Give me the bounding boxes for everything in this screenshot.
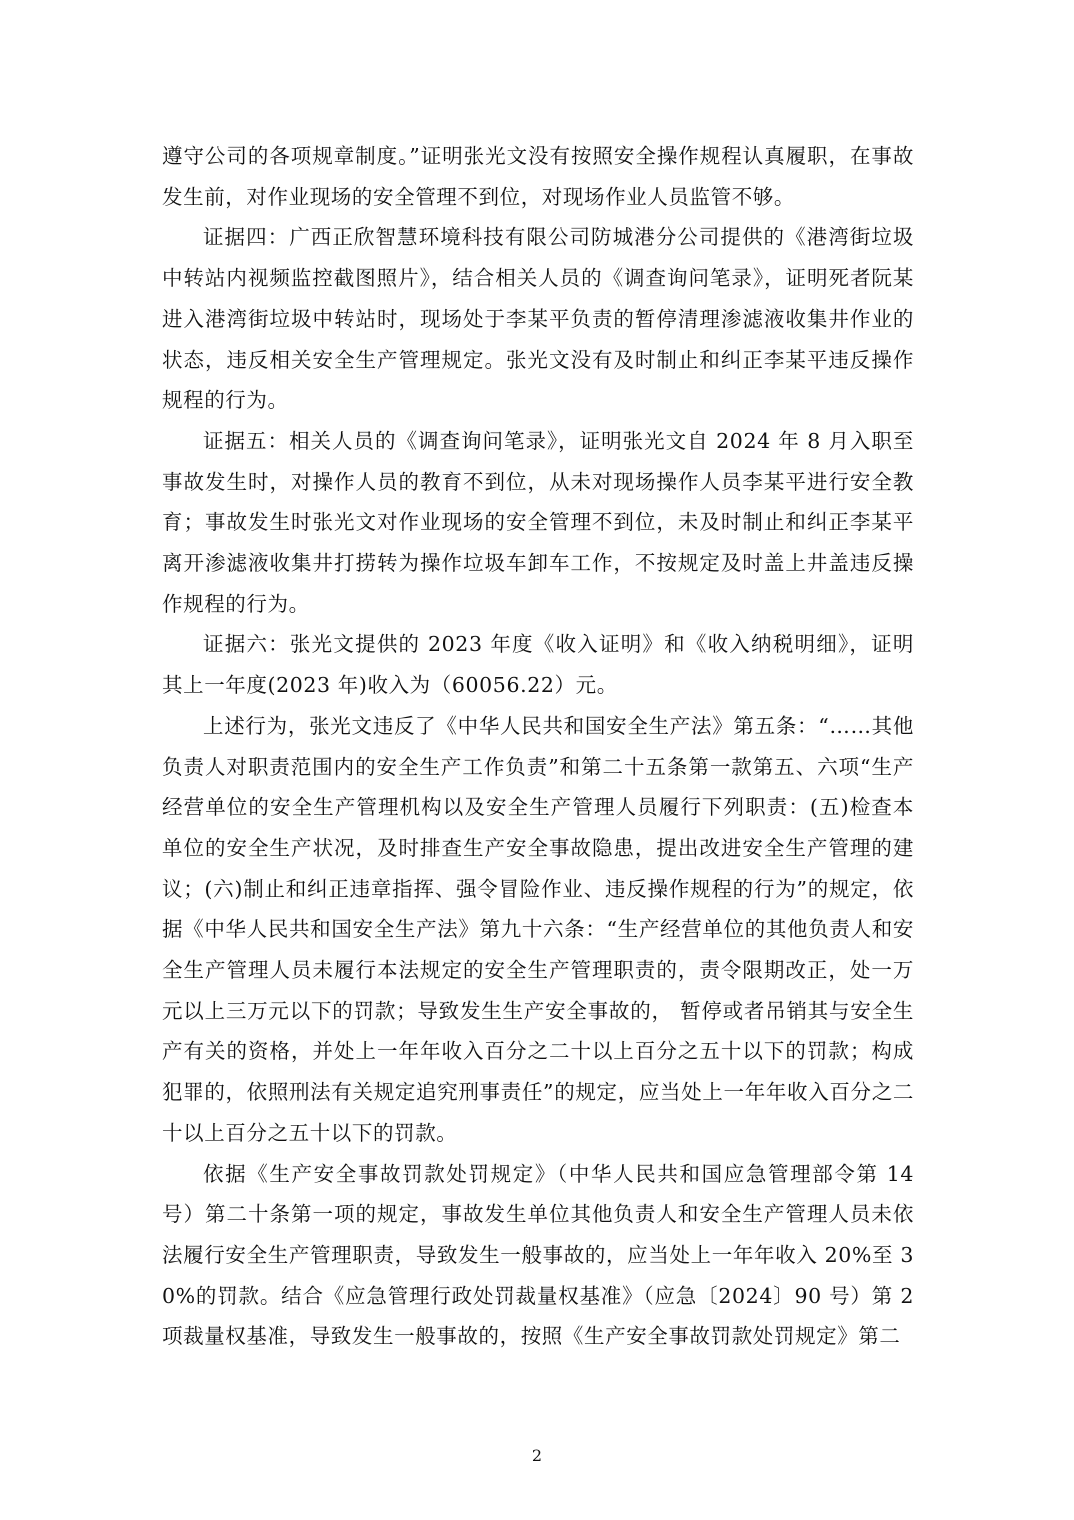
paragraph-continuation: 遵守公司的各项规章制度。”证明张光文没有按照安全操作规程认真履职，在事故发生前，对作业现场的安全管理不到位，对现场作业人员监管不够。: [162, 144, 914, 209]
page-number: 2: [531, 1446, 543, 1465]
paragraph-evidence-4: 证据四：广西正欣智慧环境科技有限公司防城港分公司提供的《港湾街垃圾中转站内视频监控截图照片》，结合相关人员的《调查询问笔录》，证明死者阮某进入港湾街垃圾中转站时，现场处于李某平负责的暂停清理渗滤液收集井作业的状态，违反相关安全生产管理规定。张光文没有及时制止和纠正李某平违反操作规程的行为。: [162, 225, 914, 413]
paragraph-legal-basis: 上述行为，张光文违反了《中华人民共和国安全生产法》第五条：“……其他负责人对职责范围内的安全生产工作负责”和第二十五条第一款第五、六项“生产经营单位的安全生产管理机构以及安全生产管理人员履行下列职责：(五)检查本单位的安全生产状况，及时排查生产安全事故隐患，提出改进安全生产管理的建议；(六)制止和纠正违章指挥、强令冒险作业、违反操作规程的行为”的规定，依据《中华人民共和国安全生产法》第九十六条：“生产经营单位的其他负责人和安全生产管理人员未履行本法规定的安全生产管理职责的，责令限期改正，处一万元以上三万元以下的罚款；导致发生生产安全事故的， 暂停或者吊销其与安全生产有关的资格，并处上一年年收入百分之二十以上百分之五十以下的罚款；构成犯罪的，依照刑法有关规定追究刑事责任”的规定，应当处上一年年收入百分之二十以上百分之五十以下的罚款。: [162, 713, 914, 1145]
body-text: [162, 136, 914, 1357]
paragraph-evidence-5: 证据五：相关人员的《调查询问笔录》，证明张光文自 2024 年 8 月入职至事故发生时，对操作人员的教育不到位，从未对现场操作人员李某平进行安全教育；事故发生时张光文对作业现场的安全管理不到位，未及时制止和纠正李某平离开渗滤液收集井打捞转为操作垃圾车卸车工作，不按规定及时盖上井盖违反操作规程的行为。: [162, 428, 914, 616]
paragraph-penalty-rule: 依据《生产安全事故罚款处罚规定》（中华人民共和国应急管理部令第 14 号）第二十条第一项的规定，事故发生单位其他负责人和安全生产管理人员未依法履行安全生产管理职责，导致发生一般事故的，应当处上一年年收入 20%至 30%的罚款。结合《应急管理行政处罚裁量权基准》（应急〔2024〕90 号）第 2 项裁量权基准，导致发生一般事故的，按照《生产安全事故罚款处罚规定》第二: [162, 1161, 914, 1349]
paragraph-evidence-6: 证据六：张光文提供的 2023 年度《收入证明》和《收入纳税明细》，证明其上一年度(2023 年)收入为（60056.22）元。: [162, 632, 914, 698]
